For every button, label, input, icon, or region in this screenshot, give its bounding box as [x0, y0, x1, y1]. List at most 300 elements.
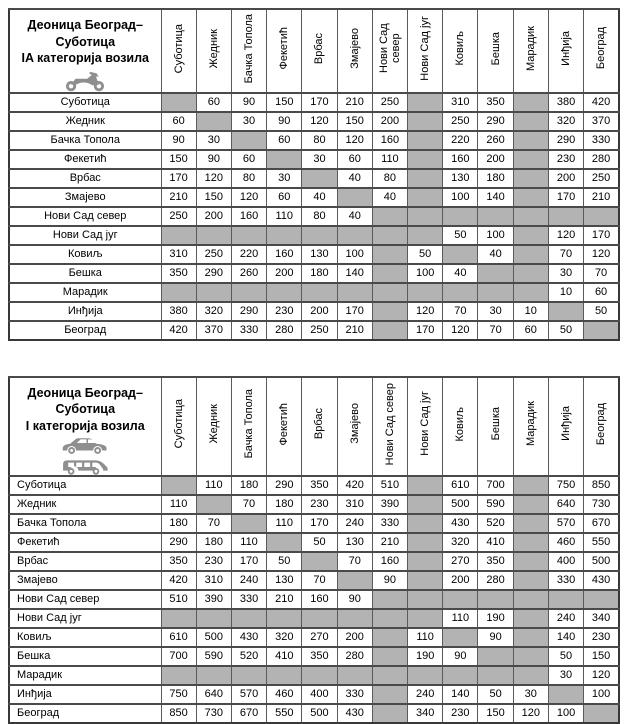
price-cell: 200	[478, 150, 513, 169]
blocked-cell	[513, 93, 548, 112]
price-cell: 150	[337, 112, 372, 131]
price-cell: 280	[337, 647, 372, 666]
blocked-cell	[302, 609, 337, 628]
station-column-header	[161, 9, 196, 93]
station-column-label: Бачка Топола	[243, 14, 255, 83]
station-row-label: Београд	[9, 704, 161, 723]
price-cell: 70	[478, 321, 513, 340]
price-cell: 170	[302, 514, 337, 533]
blocked-cell	[372, 207, 407, 226]
table-title: Деоница Београд–Суботица I категорија возила	[10, 378, 161, 435]
station-column-label: Београд	[595, 403, 607, 445]
station-column-header	[478, 377, 513, 477]
price-cell: 120	[584, 245, 619, 264]
price-cell: 120	[302, 112, 337, 131]
price-cell: 50	[408, 245, 443, 264]
blocked-cell	[408, 666, 443, 685]
blocked-cell	[161, 476, 196, 495]
blocked-cell	[267, 666, 302, 685]
price-cell: 160	[443, 150, 478, 169]
station-row	[9, 226, 619, 245]
price-cell: 420	[161, 321, 196, 340]
price-cell: 110	[372, 150, 407, 169]
price-cell: 290	[196, 264, 231, 283]
price-cell: 230	[584, 628, 619, 647]
blocked-cell	[372, 647, 407, 666]
price-cell: 120	[513, 704, 548, 723]
price-cell: 150	[267, 93, 302, 112]
price-cell: 590	[196, 647, 231, 666]
blocked-cell	[231, 609, 266, 628]
blocked-cell	[372, 302, 407, 321]
price-cell: 110	[231, 533, 266, 552]
price-cell: 310	[443, 93, 478, 112]
price-cell: 130	[337, 533, 372, 552]
station-column-header	[337, 9, 372, 93]
price-cell: 90	[372, 571, 407, 590]
station-row-label: Змајево	[9, 571, 161, 590]
price-cell: 280	[267, 321, 302, 340]
price-cell: 120	[408, 302, 443, 321]
price-cell: 50	[548, 321, 583, 340]
price-cell: 200	[302, 302, 337, 321]
blocked-cell	[161, 93, 196, 112]
price-cell: 110	[408, 628, 443, 647]
price-cell: 370	[196, 321, 231, 340]
price-cell: 110	[443, 609, 478, 628]
price-cell: 170	[302, 93, 337, 112]
blocked-cell	[584, 321, 619, 340]
station-column-label: Марадик	[525, 401, 537, 446]
station-row-label: Бешка	[9, 264, 161, 283]
price-cell: 240	[548, 609, 583, 628]
price-cell: 170	[231, 552, 266, 571]
blocked-cell	[161, 226, 196, 245]
station-row	[9, 321, 619, 340]
price-cell: 430	[337, 704, 372, 723]
price-cell: 70	[231, 495, 266, 514]
station-column-header	[478, 9, 513, 93]
price-cell: 330	[231, 590, 266, 609]
price-cell: 60	[584, 283, 619, 302]
blocked-cell	[584, 207, 619, 226]
blocked-cell	[372, 704, 407, 723]
price-cell: 180	[231, 476, 266, 495]
blocked-cell	[513, 226, 548, 245]
price-cell: 130	[443, 169, 478, 188]
price-cell: 180	[302, 264, 337, 283]
price-cell: 290	[267, 476, 302, 495]
price-cell: 40	[302, 188, 337, 207]
table-title-cell	[9, 377, 161, 477]
station-row	[9, 628, 619, 647]
price-cell: 140	[443, 685, 478, 704]
station-row-label: Нови Сад север	[9, 207, 161, 226]
price-cell: 80	[302, 131, 337, 150]
price-cell: 60	[196, 93, 231, 112]
price-cell: 100	[443, 188, 478, 207]
price-cell: 90	[267, 112, 302, 131]
price-cell: 60	[513, 321, 548, 340]
blocked-cell	[161, 666, 196, 685]
station-row	[9, 264, 619, 283]
price-cell: 30	[478, 302, 513, 321]
price-cell: 120	[337, 131, 372, 150]
price-cell: 60	[161, 112, 196, 131]
price-cell: 640	[548, 495, 583, 514]
blocked-cell	[408, 533, 443, 552]
price-cell: 30	[196, 131, 231, 150]
station-row-label: Жедник	[9, 112, 161, 131]
blocked-cell	[478, 666, 513, 685]
price-cell: 750	[161, 685, 196, 704]
blocked-cell	[408, 283, 443, 302]
price-cell: 350	[478, 552, 513, 571]
station-column-label: Нови Сад север	[384, 383, 396, 465]
toll-table-ia-category	[8, 8, 620, 341]
price-cell: 90	[337, 590, 372, 609]
blocked-cell	[513, 590, 548, 609]
price-cell: 700	[161, 647, 196, 666]
blocked-cell	[443, 590, 478, 609]
price-cell: 100	[478, 226, 513, 245]
price-cell: 100	[584, 685, 619, 704]
price-cell: 730	[584, 495, 619, 514]
station-column-label: Суботица	[173, 399, 185, 448]
price-cell: 290	[548, 131, 583, 150]
price-cell: 550	[584, 533, 619, 552]
price-cell: 310	[337, 495, 372, 514]
price-cell: 280	[584, 150, 619, 169]
price-cell: 570	[548, 514, 583, 533]
station-column-header	[231, 377, 266, 477]
blocked-cell	[408, 207, 443, 226]
station-column-header	[267, 377, 302, 477]
blocked-cell	[267, 283, 302, 302]
price-cell: 120	[548, 226, 583, 245]
station-column-header	[584, 9, 619, 93]
price-cell: 180	[267, 495, 302, 514]
price-cell: 270	[302, 628, 337, 647]
blocked-cell	[408, 590, 443, 609]
blocked-cell	[584, 704, 619, 723]
price-cell: 180	[161, 514, 196, 533]
station-column-label: Инђија	[560, 31, 572, 66]
blocked-cell	[408, 169, 443, 188]
station-column-header	[302, 9, 337, 93]
price-cell: 260	[478, 131, 513, 150]
price-cell: 70	[337, 552, 372, 571]
station-row	[9, 131, 619, 150]
price-cell: 30	[548, 264, 583, 283]
station-row-label: Београд	[9, 321, 161, 340]
blocked-cell	[372, 245, 407, 264]
car-icon	[59, 437, 111, 455]
price-cell: 230	[548, 150, 583, 169]
price-cell: 50	[478, 685, 513, 704]
price-cell: 70	[443, 302, 478, 321]
blocked-cell	[267, 609, 302, 628]
price-cell: 80	[372, 169, 407, 188]
price-cell: 50	[548, 647, 583, 666]
blocked-cell	[513, 666, 548, 685]
price-cell: 160	[302, 590, 337, 609]
station-column-label: Ковиљ	[454, 407, 466, 441]
station-column-header	[513, 377, 548, 477]
price-cell: 220	[231, 245, 266, 264]
station-column-label: Бешка	[490, 32, 502, 65]
section-i-category	[8, 376, 620, 724]
blocked-cell	[408, 609, 443, 628]
station-column-label: Марадик	[525, 26, 537, 71]
price-cell: 610	[443, 476, 478, 495]
price-cell: 290	[231, 302, 266, 321]
blocked-cell	[408, 476, 443, 495]
blocked-cell	[196, 283, 231, 302]
blocked-cell	[513, 533, 548, 552]
station-column-header	[443, 9, 478, 93]
station-row	[9, 283, 619, 302]
blocked-cell	[337, 609, 372, 628]
blocked-cell	[196, 495, 231, 514]
price-cell: 150	[478, 704, 513, 723]
price-cell: 120	[443, 321, 478, 340]
price-cell: 350	[302, 647, 337, 666]
price-cell: 270	[443, 552, 478, 571]
blocked-cell	[513, 609, 548, 628]
station-row	[9, 609, 619, 628]
price-cell: 330	[337, 685, 372, 704]
price-cell: 100	[408, 264, 443, 283]
blocked-cell	[372, 685, 407, 704]
price-cell: 210	[372, 533, 407, 552]
price-cell: 160	[372, 131, 407, 150]
price-cell: 640	[196, 685, 231, 704]
blocked-cell	[302, 283, 337, 302]
station-row	[9, 552, 619, 571]
price-cell: 750	[548, 476, 583, 495]
blocked-cell	[196, 666, 231, 685]
station-column-label: Нови Сад југ	[419, 391, 431, 456]
blocked-cell	[443, 666, 478, 685]
price-cell: 310	[161, 245, 196, 264]
price-cell: 210	[337, 321, 372, 340]
station-row-label: Змајево	[9, 188, 161, 207]
price-cell: 60	[231, 150, 266, 169]
price-cell: 30	[548, 666, 583, 685]
price-cell: 60	[267, 131, 302, 150]
price-cell: 700	[478, 476, 513, 495]
table-title-cell	[9, 9, 161, 93]
station-row-label: Инђија	[9, 685, 161, 704]
price-cell: 230	[196, 552, 231, 571]
blocked-cell	[513, 207, 548, 226]
blocked-cell	[267, 226, 302, 245]
price-cell: 570	[231, 685, 266, 704]
price-cell: 200	[337, 628, 372, 647]
price-cell: 30	[267, 169, 302, 188]
price-cell: 520	[231, 647, 266, 666]
price-cell: 170	[161, 169, 196, 188]
station-row	[9, 685, 619, 704]
blocked-cell	[408, 514, 443, 533]
price-cell: 250	[302, 321, 337, 340]
station-column-label: Змајево	[349, 403, 361, 444]
price-cell: 340	[408, 704, 443, 723]
station-column-header	[408, 377, 443, 477]
price-cell: 200	[548, 169, 583, 188]
price-cell: 320	[196, 302, 231, 321]
station-row-label: Инђија	[9, 302, 161, 321]
price-cell: 510	[372, 476, 407, 495]
price-cell: 420	[584, 93, 619, 112]
price-cell: 120	[584, 666, 619, 685]
blocked-cell	[372, 590, 407, 609]
price-cell: 70	[548, 245, 583, 264]
station-column-label: Бешка	[490, 407, 502, 440]
blocked-cell	[408, 131, 443, 150]
station-column-label: Жедник	[208, 29, 220, 68]
blocked-cell	[513, 552, 548, 571]
blocked-cell	[231, 514, 266, 533]
station-row	[9, 188, 619, 207]
price-cell: 170	[337, 302, 372, 321]
price-cell: 240	[231, 571, 266, 590]
price-cell: 180	[478, 169, 513, 188]
station-row	[9, 666, 619, 685]
blocked-cell	[478, 283, 513, 302]
station-column-header	[267, 9, 302, 93]
blocked-cell	[408, 93, 443, 112]
blocked-cell	[161, 609, 196, 628]
station-row-label: Бачка Топола	[9, 514, 161, 533]
price-cell: 370	[584, 112, 619, 131]
price-cell: 50	[584, 302, 619, 321]
station-column-header	[372, 377, 407, 477]
price-cell: 320	[443, 533, 478, 552]
price-cell: 500	[196, 628, 231, 647]
price-cell: 330	[548, 571, 583, 590]
station-column-header	[337, 377, 372, 477]
price-cell: 330	[231, 321, 266, 340]
blocked-cell	[372, 666, 407, 685]
price-cell: 30	[302, 150, 337, 169]
blocked-cell	[548, 302, 583, 321]
price-cell: 170	[408, 321, 443, 340]
blocked-cell	[231, 131, 266, 150]
blocked-cell	[231, 666, 266, 685]
station-row-label: Нови Сад југ	[9, 609, 161, 628]
station-column-header	[584, 377, 619, 477]
price-cell: 230	[302, 495, 337, 514]
price-cell: 230	[267, 302, 302, 321]
price-cell: 140	[478, 188, 513, 207]
station-column-label: Жедник	[208, 404, 220, 443]
blocked-cell	[196, 112, 231, 131]
station-column-header	[196, 377, 231, 477]
price-cell: 40	[443, 264, 478, 283]
station-column-label: Врбас	[313, 408, 325, 439]
station-row-label: Жедник	[9, 495, 161, 514]
price-cell: 170	[584, 226, 619, 245]
station-column-header	[548, 9, 583, 93]
price-cell: 110	[196, 476, 231, 495]
price-cell: 250	[372, 93, 407, 112]
price-cell: 210	[267, 590, 302, 609]
price-cell: 420	[161, 571, 196, 590]
price-cell: 430	[443, 514, 478, 533]
blocked-cell	[478, 590, 513, 609]
price-cell: 50	[443, 226, 478, 245]
price-cell: 70	[302, 571, 337, 590]
price-cell: 160	[231, 207, 266, 226]
price-cell: 40	[372, 188, 407, 207]
station-row	[9, 590, 619, 609]
station-column-label: Београд	[595, 27, 607, 69]
station-column-header	[513, 9, 548, 93]
price-cell: 70	[196, 514, 231, 533]
station-row	[9, 93, 619, 112]
station-row-label: Марадик	[9, 283, 161, 302]
blocked-cell	[372, 321, 407, 340]
station-row	[9, 207, 619, 226]
price-cell: 500	[443, 495, 478, 514]
station-row	[9, 495, 619, 514]
price-cell: 30	[231, 112, 266, 131]
price-cell: 430	[231, 628, 266, 647]
station-row	[9, 302, 619, 321]
price-cell: 500	[302, 704, 337, 723]
price-cell: 410	[478, 533, 513, 552]
price-cell: 280	[478, 571, 513, 590]
station-column-label: Нови Сад север	[378, 12, 402, 84]
price-cell: 80	[231, 169, 266, 188]
station-row	[9, 571, 619, 590]
header-row	[9, 9, 619, 93]
blocked-cell	[408, 112, 443, 131]
blocked-cell	[513, 495, 548, 514]
price-cell: 70	[584, 264, 619, 283]
price-cell: 150	[584, 647, 619, 666]
price-cell: 90	[196, 150, 231, 169]
station-column-label: Бачка Топола	[243, 389, 255, 458]
blocked-cell	[196, 609, 231, 628]
price-cell: 290	[478, 112, 513, 131]
station-row-label: Врбас	[9, 552, 161, 571]
price-cell: 400	[302, 685, 337, 704]
price-cell: 320	[548, 112, 583, 131]
blocked-cell	[548, 207, 583, 226]
blocked-cell	[337, 283, 372, 302]
price-cell: 50	[302, 533, 337, 552]
station-column-label: Нови Сад југ	[419, 16, 431, 81]
station-column-header	[302, 377, 337, 477]
price-cell: 140	[337, 264, 372, 283]
station-row	[9, 704, 619, 723]
price-cell: 350	[161, 552, 196, 571]
station-column-label: Суботица	[173, 24, 185, 73]
station-column-header	[443, 377, 478, 477]
blocked-cell	[231, 283, 266, 302]
price-cell: 260	[231, 264, 266, 283]
blocked-cell	[408, 188, 443, 207]
blocked-cell	[302, 666, 337, 685]
price-cell: 670	[584, 514, 619, 533]
price-cell: 460	[548, 533, 583, 552]
price-cell: 90	[478, 628, 513, 647]
blocked-cell	[267, 533, 302, 552]
motorcycle-icon	[63, 70, 107, 92]
